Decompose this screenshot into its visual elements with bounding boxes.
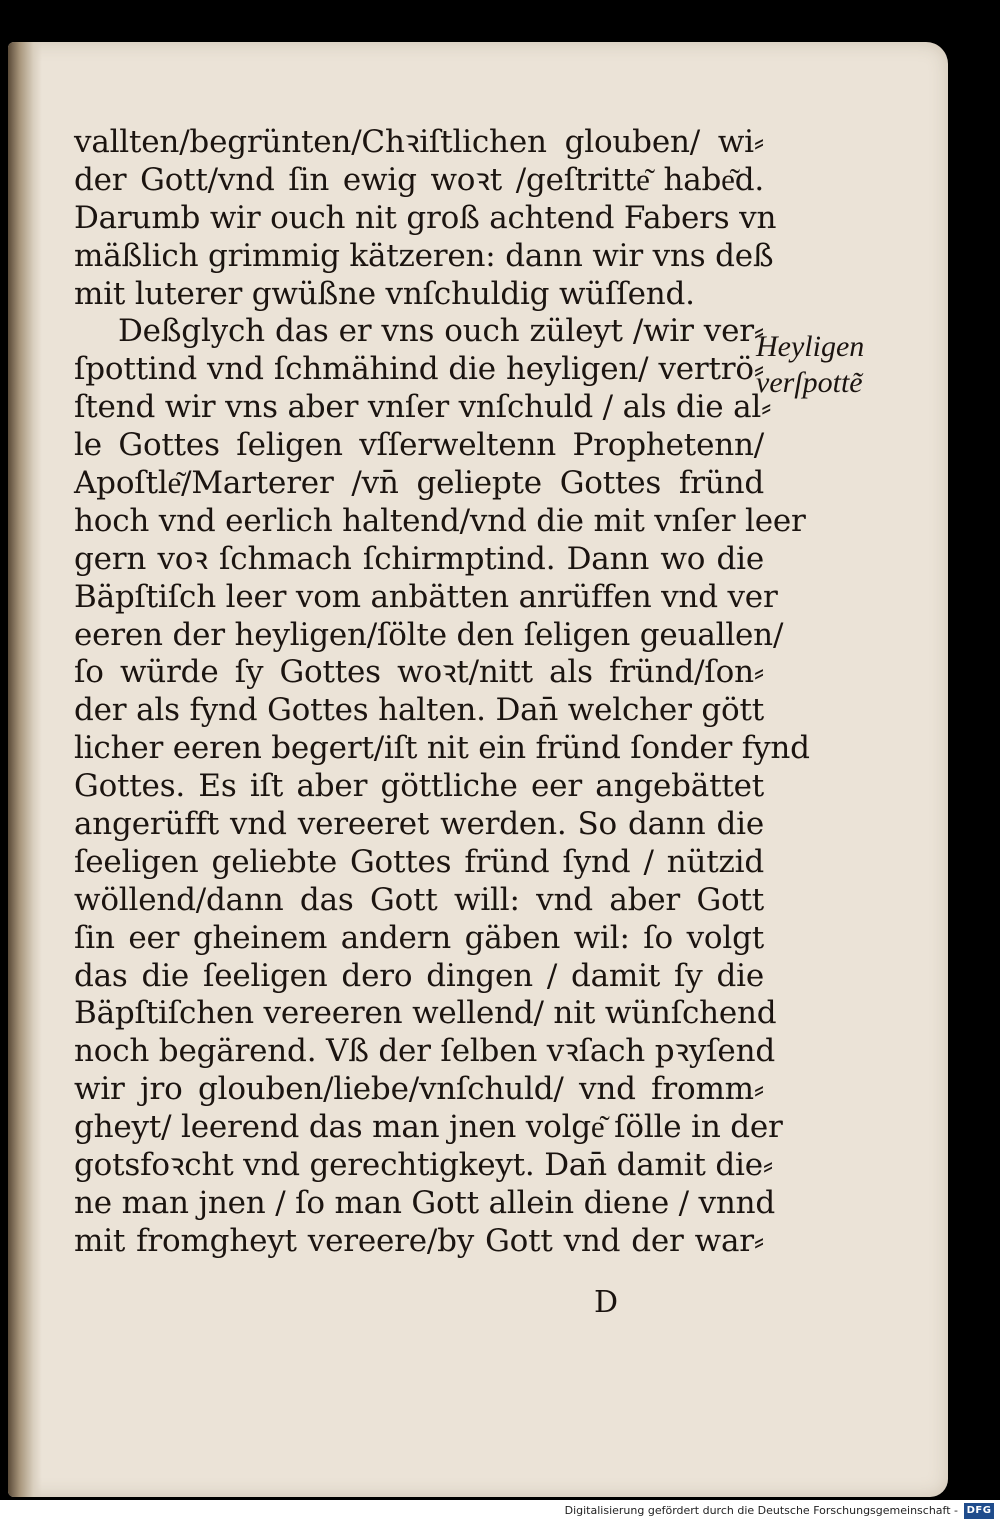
text-line: mäßlich grimmig kätzeren: dann wir vns deß xyxy=(74,237,774,274)
text-line: mit fromgheyt vereere/by Gott vnd der war⸗ xyxy=(74,1222,764,1259)
digitization-footer xyxy=(0,1500,1000,1523)
text-line: wir jro glouben/liebe/vnſchuld/ vnd fromm⸗ xyxy=(74,1071,764,1108)
text-line: der als fynd Gottes halten. Dan̄ welcher gött xyxy=(74,692,764,729)
marginal-note-line: verſpotte͂ xyxy=(756,366,863,399)
text-line: Darumb wir ouch nit groß achtend Fabers vn xyxy=(74,199,777,236)
text-line: gotsfoꝛcht vnd gerechtigkeyt. Dan̄ damit die⸗ xyxy=(74,1147,773,1184)
text-line: ſtend wir vns aber vnſer vnſchuld / als die al⸗ xyxy=(74,389,772,426)
text-line: vallten/begrünten/Chꝛiſtlichen glouben/ wi⸗ xyxy=(74,124,764,160)
text-line: Bäpſtiſchen vereeren wellend/ nit wünſchend xyxy=(74,995,777,1032)
text-line: gern voꝛ ſchmach ſchirmptind. Dann wo die xyxy=(74,540,764,577)
text-line: der Gott/vnd ſin ewig woꝛt /geſtritte͂ habe͂d. xyxy=(74,161,764,198)
text-line: das die ſeeligen dero dingen / damit ſy die xyxy=(74,957,764,994)
text-line: ſeeligen geliebte Gottes fründ ſynd / nützid xyxy=(74,843,764,880)
page-gutter-shadow xyxy=(8,42,42,1497)
funding-credit: Digitalisierung gefördert durch die Deutsche Forschungsgemeinschaft - xyxy=(564,1504,958,1517)
text-line: le Gottes ſeligen vſſerweltenn Prophetenn/ xyxy=(74,427,764,464)
text-line: angerüfft vnd vereeret werden. So dann die xyxy=(74,806,764,843)
book-page xyxy=(8,42,948,1497)
dfg-logo: DFG xyxy=(964,1503,994,1519)
text-line: licher eeren begert/iſt nit ein fründ ſonder fynd xyxy=(74,730,810,767)
marginal-note-line: Heyligen xyxy=(756,330,865,363)
text-line: ſpottind vnd ſchmähind die heyligen/ vertrö⸗ xyxy=(74,351,764,388)
text-line: ne man jnen / ſo man Gott allein diene / vnnd xyxy=(74,1184,776,1221)
marginal-note xyxy=(756,329,886,401)
catchword: D xyxy=(594,1285,619,1320)
text-line: Gottes. Es iſt aber göttliche eer angebättet xyxy=(74,768,764,805)
text-line: gheyt/ leerend das man jnen volge͂ ſölle in der xyxy=(74,1109,783,1146)
text-line: Apoſtle͂/Marterer /vn̄ geliepte Gottes fründ xyxy=(74,465,764,502)
text-line: Bäpſtiſch leer vom anbätten anrüffen vnd ver xyxy=(74,578,778,615)
text-line: ſo würde ſy Gottes woꝛt/nitt als fründ/ſon⸗ xyxy=(74,654,764,691)
text-line: ſin eer gheinem andern gäben wil: ſo volgt xyxy=(74,919,764,956)
text-line: Deßglych das er vns ouch züleyt /wir ver⸗ xyxy=(118,313,764,350)
text-line: mit luterer gwüßne vnſchuldig wüſſend. xyxy=(74,275,695,312)
text-line: eeren der heyligen/ſölte den ſeligen geuallen/ xyxy=(74,616,784,653)
text-line: wöllend/dann das Gott will: vnd aber Gott xyxy=(74,881,764,918)
text-line: hoch vnd eerlich haltend/vnd die mit vnſer leer xyxy=(74,502,806,539)
text-line: noch begärend. Vß der ſelben vꝛſach pꝛyſend xyxy=(74,1033,775,1070)
